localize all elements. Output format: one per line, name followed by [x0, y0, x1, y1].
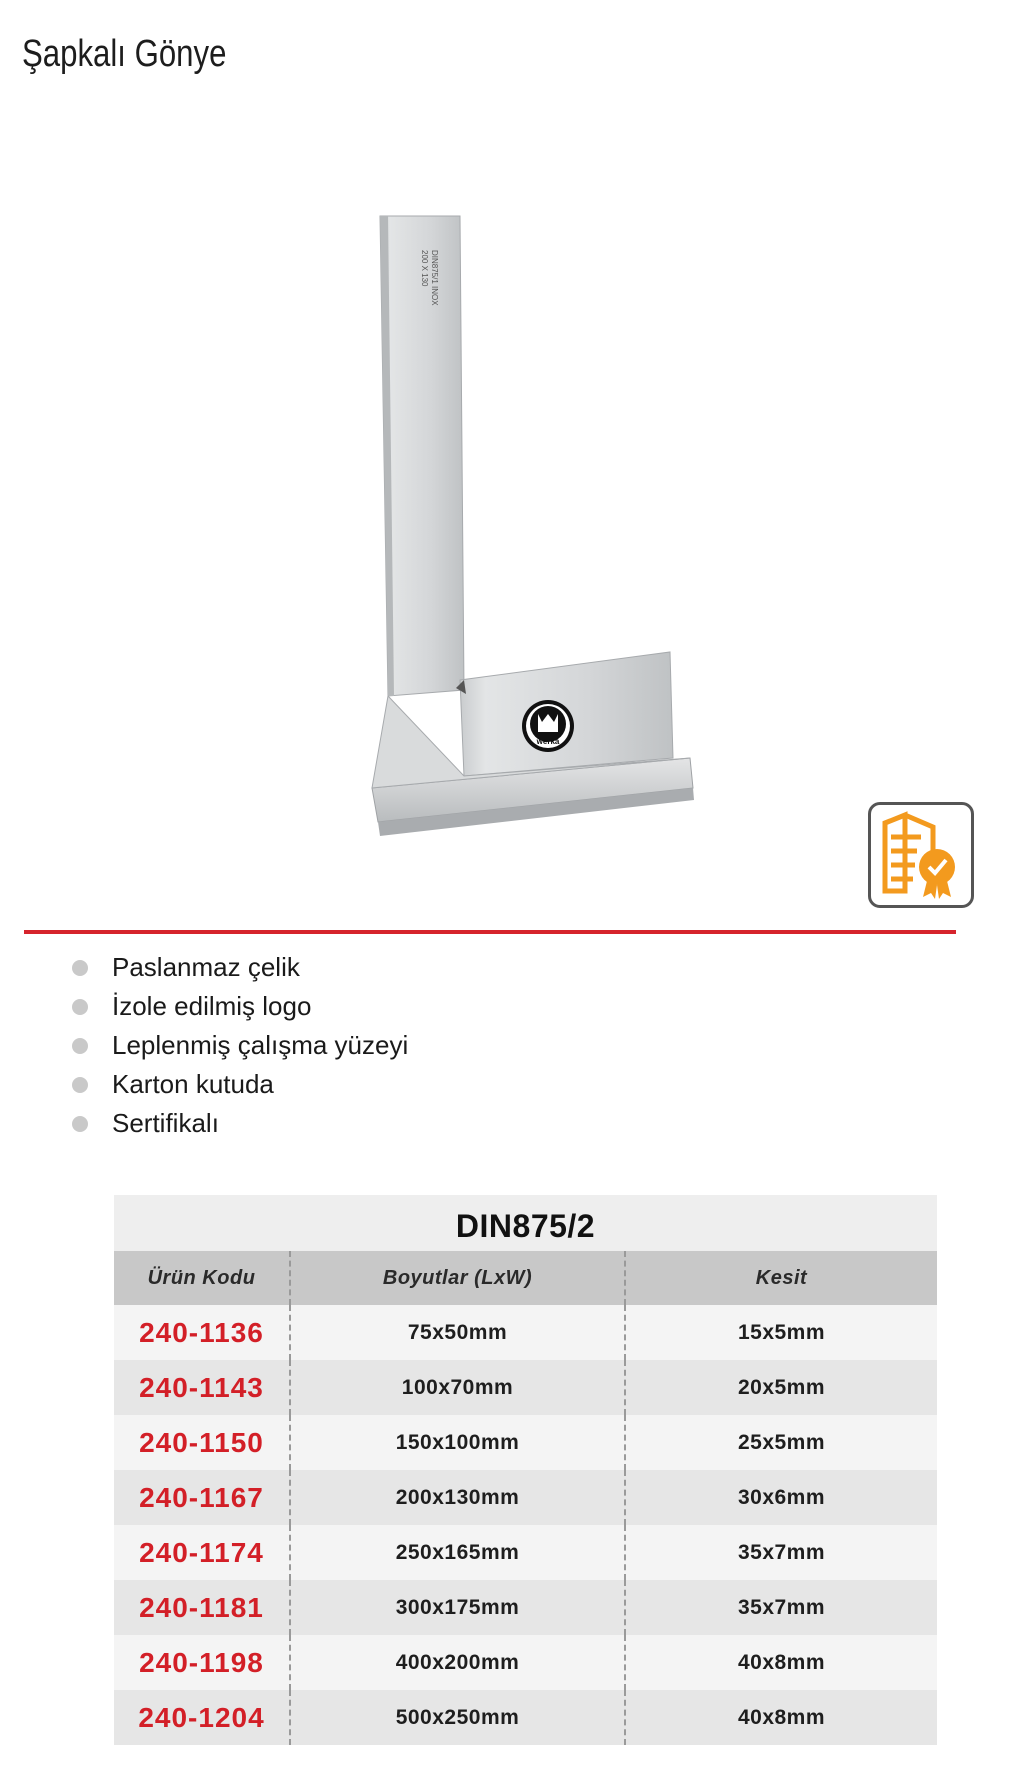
dimensions-cell [291, 1525, 626, 1580]
table-row [114, 1415, 937, 1470]
table-body [114, 1305, 937, 1745]
table-row [114, 1580, 937, 1635]
product-code-cell [114, 1305, 291, 1360]
section-value: 15x5mm [737, 1320, 826, 1344]
section-value: 40x8mm [737, 1705, 826, 1729]
section-cell [626, 1305, 937, 1360]
product-code-cell [114, 1580, 291, 1635]
bullet-icon [72, 999, 88, 1015]
dimensions-value: 250x165mm [395, 1540, 520, 1564]
bullet-icon [72, 960, 88, 976]
table-title: DIN875/2 [114, 1195, 937, 1251]
dimensions-value: 200x130mm [395, 1485, 520, 1509]
product-code: 240-1181 [139, 1591, 264, 1623]
feature-item: Karton kutuda [72, 1065, 408, 1104]
product-code-cell [114, 1470, 291, 1525]
product-image [360, 210, 720, 840]
dimensions-cell [291, 1635, 626, 1690]
dimensions-cell [291, 1580, 626, 1635]
bullet-icon [72, 1116, 88, 1132]
section-value: 35x7mm [737, 1595, 826, 1619]
certificate-badge [868, 802, 974, 908]
header-section: Kesit [755, 1266, 808, 1289]
section-divider [24, 930, 956, 934]
dimensions-value: 500x250mm [395, 1705, 520, 1729]
dimensions-cell [291, 1415, 626, 1470]
table-row [114, 1360, 937, 1415]
brand-logo [522, 700, 574, 752]
feature-item: Paslanmaz çelik [72, 948, 408, 987]
product-code: 240-1174 [139, 1536, 264, 1568]
product-code-cell [114, 1690, 291, 1745]
product-code: 240-1136 [139, 1316, 264, 1348]
dimensions-value: 400x200mm [395, 1650, 520, 1674]
dimensions-value: 100x70mm [401, 1375, 514, 1399]
certificate-icon [871, 805, 971, 905]
section-value: 25x5mm [737, 1430, 826, 1454]
table-row [114, 1690, 937, 1745]
section-cell [626, 1690, 937, 1745]
section-value: 40x8mm [737, 1650, 826, 1674]
product-code: 240-1204 [138, 1701, 265, 1733]
section-cell [626, 1635, 937, 1690]
feature-list [72, 948, 408, 1143]
product-code-cell [114, 1635, 291, 1690]
spec-table [114, 1195, 937, 1745]
section-cell [626, 1470, 937, 1525]
table-row [114, 1525, 937, 1580]
engraving-text-2: DIN875/1 INOX [430, 250, 439, 306]
product-code: 240-1198 [139, 1646, 264, 1678]
page-title: Şapkalı Gönye [22, 33, 227, 76]
engraving-text-1: 200 X 130 [420, 250, 429, 287]
feature-item: Sertifikalı [72, 1104, 408, 1143]
section-value: 35x7mm [737, 1540, 826, 1564]
product-code-cell [114, 1360, 291, 1415]
bullet-icon [72, 1038, 88, 1054]
product-code: 240-1150 [139, 1426, 264, 1458]
section-value: 30x6mm [737, 1485, 826, 1509]
header-dimensions: Boyutlar (LxW) [291, 1251, 626, 1305]
dimensions-value: 300x175mm [395, 1595, 520, 1619]
product-code-cell [114, 1525, 291, 1580]
dimensions-value: 75x50mm [407, 1320, 508, 1344]
section-cell [626, 1360, 937, 1415]
product-code: 240-1143 [139, 1371, 264, 1403]
svg-text:werka: werka [536, 737, 560, 746]
section-cell [626, 1415, 937, 1470]
product-code: 240-1167 [139, 1481, 264, 1513]
dimensions-value: 150x100mm [395, 1430, 520, 1454]
section-value: 20x5mm [737, 1375, 826, 1399]
section-cell [626, 1525, 937, 1580]
table-row [114, 1305, 937, 1360]
header-product-code: Ürün Kodu [114, 1251, 291, 1305]
section-cell [626, 1580, 937, 1635]
dimensions-cell [291, 1690, 626, 1745]
feature-item: İzole edilmiş logo [72, 987, 408, 1026]
dimensions-cell [291, 1305, 626, 1360]
product-code-cell [114, 1415, 291, 1470]
table-row [114, 1635, 937, 1690]
dimensions-cell [291, 1470, 626, 1525]
table-row [114, 1470, 937, 1525]
table-header-row [114, 1251, 937, 1305]
feature-item: Leplenmiş çalışma yüzeyi [72, 1026, 408, 1065]
dimensions-cell [291, 1360, 626, 1415]
bullet-icon [72, 1077, 88, 1093]
